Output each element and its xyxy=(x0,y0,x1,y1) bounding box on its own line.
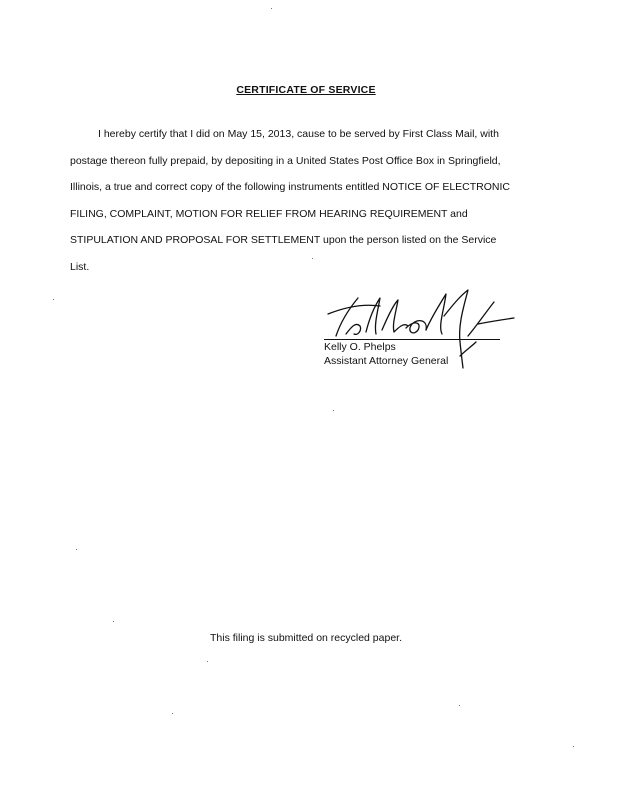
body-line-4: FILING, COMPLAINT, MOTION FOR RELIEF FROM HEARING REQUIREMENT and xyxy=(70,207,468,220)
body-line-2: postage thereon fully prepaid, by depositing in a United States Post Office Box in Springfield, xyxy=(70,154,501,167)
signer-name: Kelly O. Phelps xyxy=(324,341,396,353)
certificate-title: CERTIFICATE OF SERVICE xyxy=(236,84,376,96)
body-line-3: Illinois, a true and correct copy of the following instruments entitled NOTICE OF ELECTRONIC xyxy=(70,181,511,193)
signature-line xyxy=(324,339,500,340)
scan-speck xyxy=(312,258,313,259)
scan-speck xyxy=(113,621,114,622)
signer-title: Assistant Attorney General xyxy=(324,355,449,367)
scan-speck xyxy=(573,746,574,747)
certificate-body xyxy=(70,121,550,280)
scan-speck xyxy=(333,410,334,411)
scan-speck xyxy=(271,8,272,9)
scan-speck xyxy=(76,549,77,550)
body-line-1: I hereby certify that I did on May 15, 2013, cause to be served by First Class Mail, with xyxy=(98,128,499,140)
scan-speck xyxy=(207,661,208,662)
scan-speck xyxy=(459,705,460,706)
scan-speck xyxy=(172,713,173,714)
scan-speck xyxy=(53,299,54,300)
signature-block xyxy=(318,276,538,386)
body-line-6: List. xyxy=(70,260,90,273)
recycled-paper-note: This filing is submitted on recycled paper. xyxy=(209,632,402,644)
body-line-5: STIPULATION AND PROPOSAL FOR SETTLEMENT upon the person listed on the Service xyxy=(70,234,497,246)
